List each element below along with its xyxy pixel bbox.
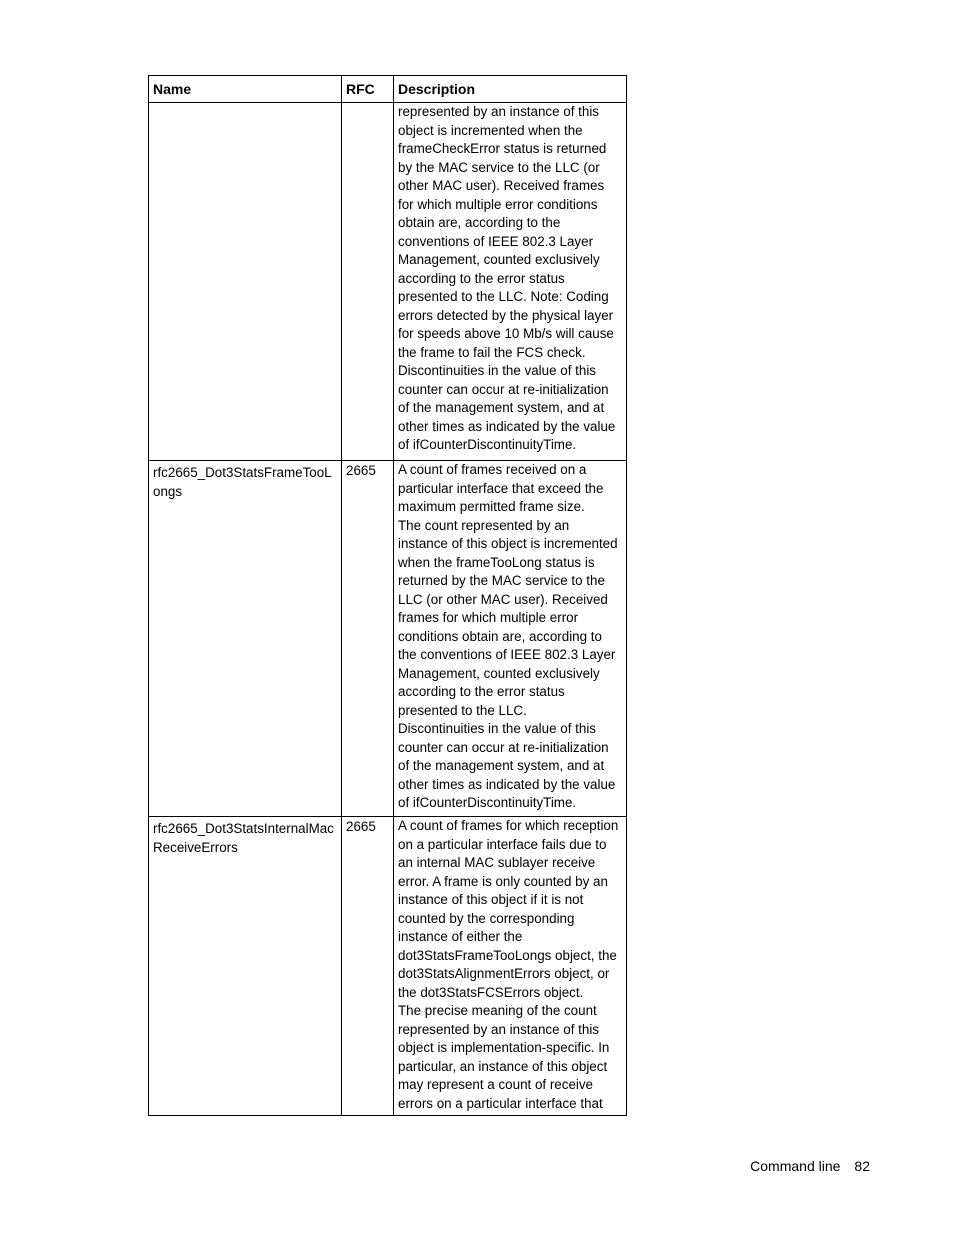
header-name: Name [149,76,342,103]
page-footer [750,1158,870,1174]
description-paragraph: Discontinuities in the value of this counter can occur at re-initialization of the management system, and at other times as indicated by the value of ifCounterDiscontinuityTime. [398,363,616,452]
object-name: rfc2665_Dot3StatsInternalMacReceiveErrors [149,817,342,1116]
description-paragraph: Discontinuities in the value of this counter can occur at re-initialization of the management system, and at other times as indicated by the value of ifCounterDiscontinuityTime. [398,721,616,810]
object-rfc: 2665 [342,817,394,1116]
object-description [394,461,627,817]
header-rfc: RFC [342,76,394,103]
mib-object-table [148,75,627,1116]
table-row [149,103,627,461]
object-name [149,103,342,461]
object-description [394,817,627,1116]
page-number: 82 [854,1158,870,1174]
object-name: rfc2665_Dot3StatsFrameTooLongs [149,461,342,817]
description-paragraph: represented by an instance of this object is incremented when the frameCheckError status is returned by the MAC service to the LLC (or other MAC user). Received frames for which multiple error conditions obtain are, according to the conventions of IEEE 802.3 Layer Management, counted exclusively according to the error status presented to the LLC. Note: Coding errors detected by the physical layer for speeds above 10 Mb/s will cause the frame to fail the FCS check. [398,104,614,360]
description-paragraph: The precise meaning of the count represented by an instance of this object is implementation-specific. In particular, an instance of this object may represent a count of receive errors on a particular interface that [398,1003,610,1111]
object-rfc [342,103,394,461]
table-row [149,461,627,817]
description-paragraph: A count of frames received on a particular interface that exceed the maximum permitted frame size. [398,462,604,514]
description-paragraph: The count represented by an instance of this object is incremented when the frameTooLong status is returned by the MAC service to the LLC (or other MAC user). Received frames for which multiple error conditions obtain are, according to the conventions of IEEE 802.3 Layer Management, counted exclusively according to the error status presented to the LLC. [398,517,618,718]
object-rfc: 2665 [342,461,394,817]
object-description [394,103,627,461]
footer-section-title: Command line [750,1158,841,1174]
table-row [149,817,627,1116]
description-paragraph: A count of frames for which reception on a particular interface fails due to an internal MAC sublayer receive error. A frame is only counted by an instance of this object if it is not counted by the corresponding instance of either the dot3StatsFrameTooLongs object, the dot3StatsAlignmentErrors object, or the dot3StatsFCSErrors object. [398,818,619,1000]
header-description: Description [394,76,627,103]
table-header-row [149,76,627,103]
